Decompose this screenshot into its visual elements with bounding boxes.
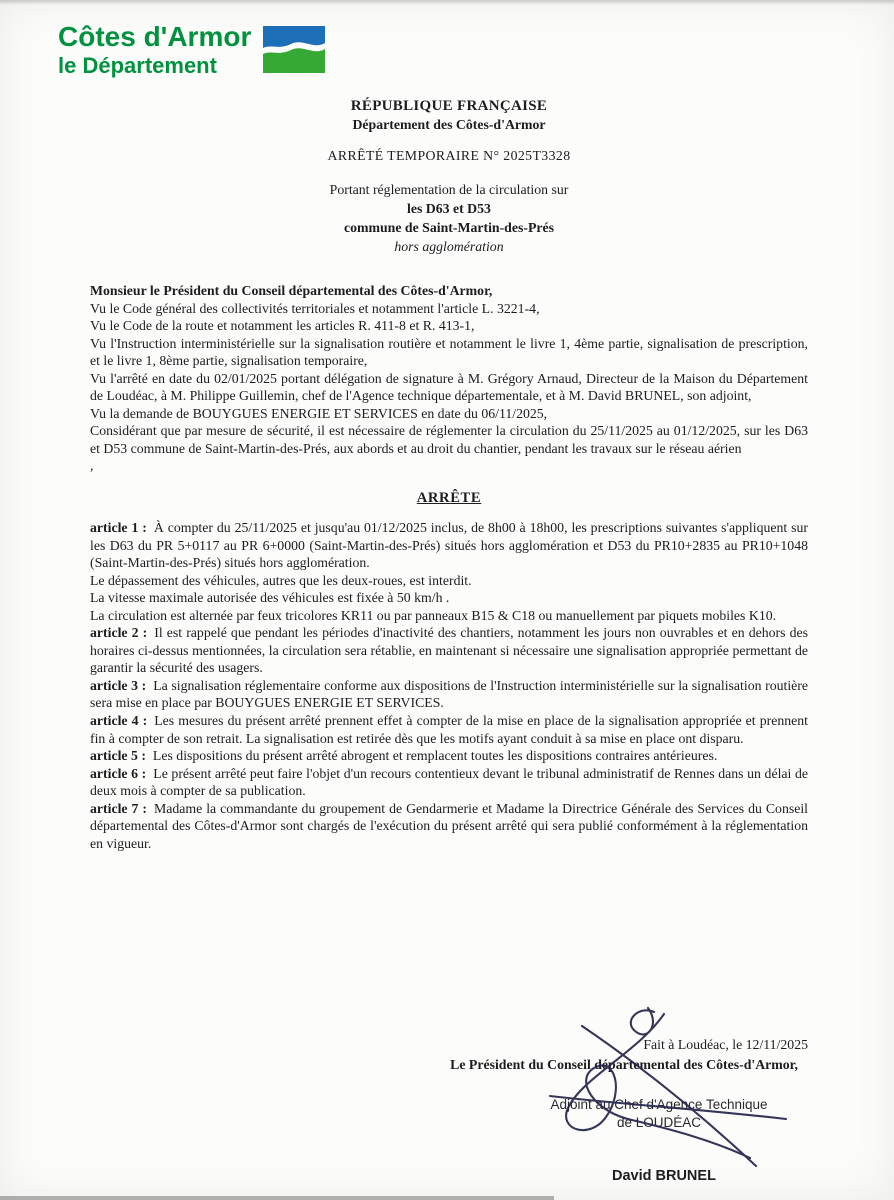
article-3 — [90, 677, 808, 712]
vu-clause: Vu le Code général des collectivités territoriales et notamment l'article L. 3221-4, — [90, 300, 540, 316]
article-4-text: Les mesures du présent arrêté prennent effet à compter de la mise en place de la signalisation appropriée et prennent fin à compter de son retrait. La signalisation est retirée dès que les motifs ayant conduit à sa mise en place ont disparu. — [90, 713, 809, 746]
stray-comma: , — [90, 458, 94, 474]
delegate-stamp — [524, 1096, 794, 1131]
article-7-label: article 7 : — [90, 800, 147, 816]
subject-line3: commune de Saint-Martin-des-Prés — [344, 220, 554, 236]
handwritten-signature-icon — [498, 1000, 808, 1180]
article-1-text: À compter du 25/11/2025 et jusqu'au 01/12/2025 inclus, de 8h00 à 18h00, les prescriptions suivantes s'appliquent sur les D63 du PR 5+0117 au PR 6+0000 (Saint-Martin-des-Prés) situés hors agglomération et D53 du PR10+2835 au PR10+1048 (Saint-Martin-des-Prés) situés hors agglomération. — [90, 520, 808, 571]
vu-clause: Vu l'arrêté en date du 02/01/2025 portant délégation de signature à M. Grégory Arnaud, Directeur de la Maison du Département de Loudéac, à M. Philippe Guillemin, chef de l'Agence technique départementale, et à M. David BRUNEL, son adjoint, — [90, 370, 808, 404]
article-5 — [90, 747, 808, 765]
article-1-extra: Le dépassement des véhicules, autres que les deux-roues, est interdit. — [90, 572, 472, 588]
logo-text — [58, 22, 251, 77]
department-line: Département des Côtes-d'Armor — [352, 117, 546, 132]
article-7 — [90, 800, 808, 853]
arrete-heading: ARRÊTE — [416, 489, 482, 506]
delegate-line1: Adjoint au Chef d'Agence Technique — [550, 1097, 768, 1112]
article-2 — [90, 624, 808, 677]
article-6-text: Le présent arrêté peut faire l'objet d'un recours contentieux devant le tribunal administratif de Rennes dans un délai de deux mois à compter de sa publication. — [90, 765, 808, 799]
article-1-extra: La circulation est alternée par feux tricolores KR11 ou par panneaux B15 & C18 ou manuellement par piquets mobiles K10. — [90, 607, 777, 623]
scan-artifact-bottom — [0, 1196, 554, 1200]
article-1-extra: La vitesse maximale autorisée des véhicules est fixée à 50 km/h . — [90, 590, 450, 606]
cotes-darmor-wave-logo-icon — [263, 26, 325, 73]
article-5-text: Les dispositions du présent arrêté abrogent et remplacent toutes les dispositions contraires antérieures. — [152, 748, 718, 764]
subject-line4: hors agglomération — [394, 239, 504, 255]
article-5-label: article 5 : — [90, 748, 146, 764]
vu-clause: Vu la demande de BOUYGUES ENERGIE ET SERVICES en date du 06/11/2025, — [90, 405, 548, 421]
document-body — [90, 282, 808, 852]
vu-clause: Vu le Code de la route et notamment les articles R. 411-8 et R. 413-1, — [90, 318, 475, 334]
article-6 — [90, 765, 808, 800]
article-4-label: article 4 : — [90, 713, 148, 728]
article-3-label: article 3 : — [90, 677, 147, 693]
subject-line1: Portant réglementation de la circulation sur — [329, 182, 569, 197]
article-4 — [90, 712, 808, 747]
republic-line: RÉPUBLIQUE FRANÇAISE — [350, 98, 548, 114]
signatory-title: Le Président du Conseil départemental des Côtes-d'Armor, — [450, 1057, 798, 1072]
article-6-label: article 6 : — [90, 765, 147, 781]
cotes-darmor-logo — [58, 22, 325, 77]
salutation: Monsieur le Président du Conseil départemental des Côtes-d'Armor, — [90, 283, 493, 299]
document-header — [90, 98, 808, 256]
article-3-text: La signalisation réglementaire conforme aux dispositions de l'Instruction interministérielle sur la signalisation routière sera mise en place par BOUYGUES ENERGIE ET SERVICES. — [90, 677, 809, 711]
delegate-line2: de LOUDÉAC — [616, 1114, 702, 1130]
article-2-text: Il est rappelé que pendant les périodes d'inactivité des chantiers, notamment les jours non ouvrables et en dehors des horaires ci-dessus mentionnées, la circulation sera rétablie, en maintenant si nécessaire une signalisation appropriée permettant de garantir la sécurité des usagers. — [90, 625, 809, 676]
considerant-clause: Considérant que par mesure de sécurité, il est nécessaire de réglementer la circulation du 25/11/2025 au 01/12/2025, sur les D63 et D53 commune de Saint-Martin-des-Prés, aux abords et au droit du chantier, pendant les travaux sur le réseau aérien — [90, 423, 808, 456]
subject-block — [90, 180, 808, 256]
logo-line1: Côtes d'Armor — [58, 21, 252, 52]
signature-place-date: Fait à Loudéac, le 12/11/2025 — [643, 1037, 808, 1052]
signatory-name: David BRUNEL — [612, 1168, 716, 1184]
article-2-label: article 2 : — [90, 625, 148, 641]
logo-line2: le Département — [58, 53, 217, 79]
article-7-text: Madame la commandante du groupement de Gendarmerie et Madame la Directrice Générale des Services du Conseil départemental des Côtes-d'Armor sont chargés de l'exécution du présent arrêté qui sera publié conformément à la réglementation en vigueur. — [90, 800, 809, 851]
article-1-label: article 1 : — [90, 520, 147, 536]
article-1 — [90, 519, 808, 572]
arrete-number: ARRÊTÉ TEMPORAIRE N° 2025T3328 — [327, 148, 571, 163]
scan-artifact-top — [0, 0, 894, 5]
vu-clause: Vu l'Instruction interministérielle sur la signalisation routière et notamment le livre 1, 4ème partie, signalisation de prescription, et le livre 1, 8ème partie, signalisation temporaire, — [90, 335, 808, 369]
subject-line2: les D63 et D53 — [407, 201, 491, 217]
